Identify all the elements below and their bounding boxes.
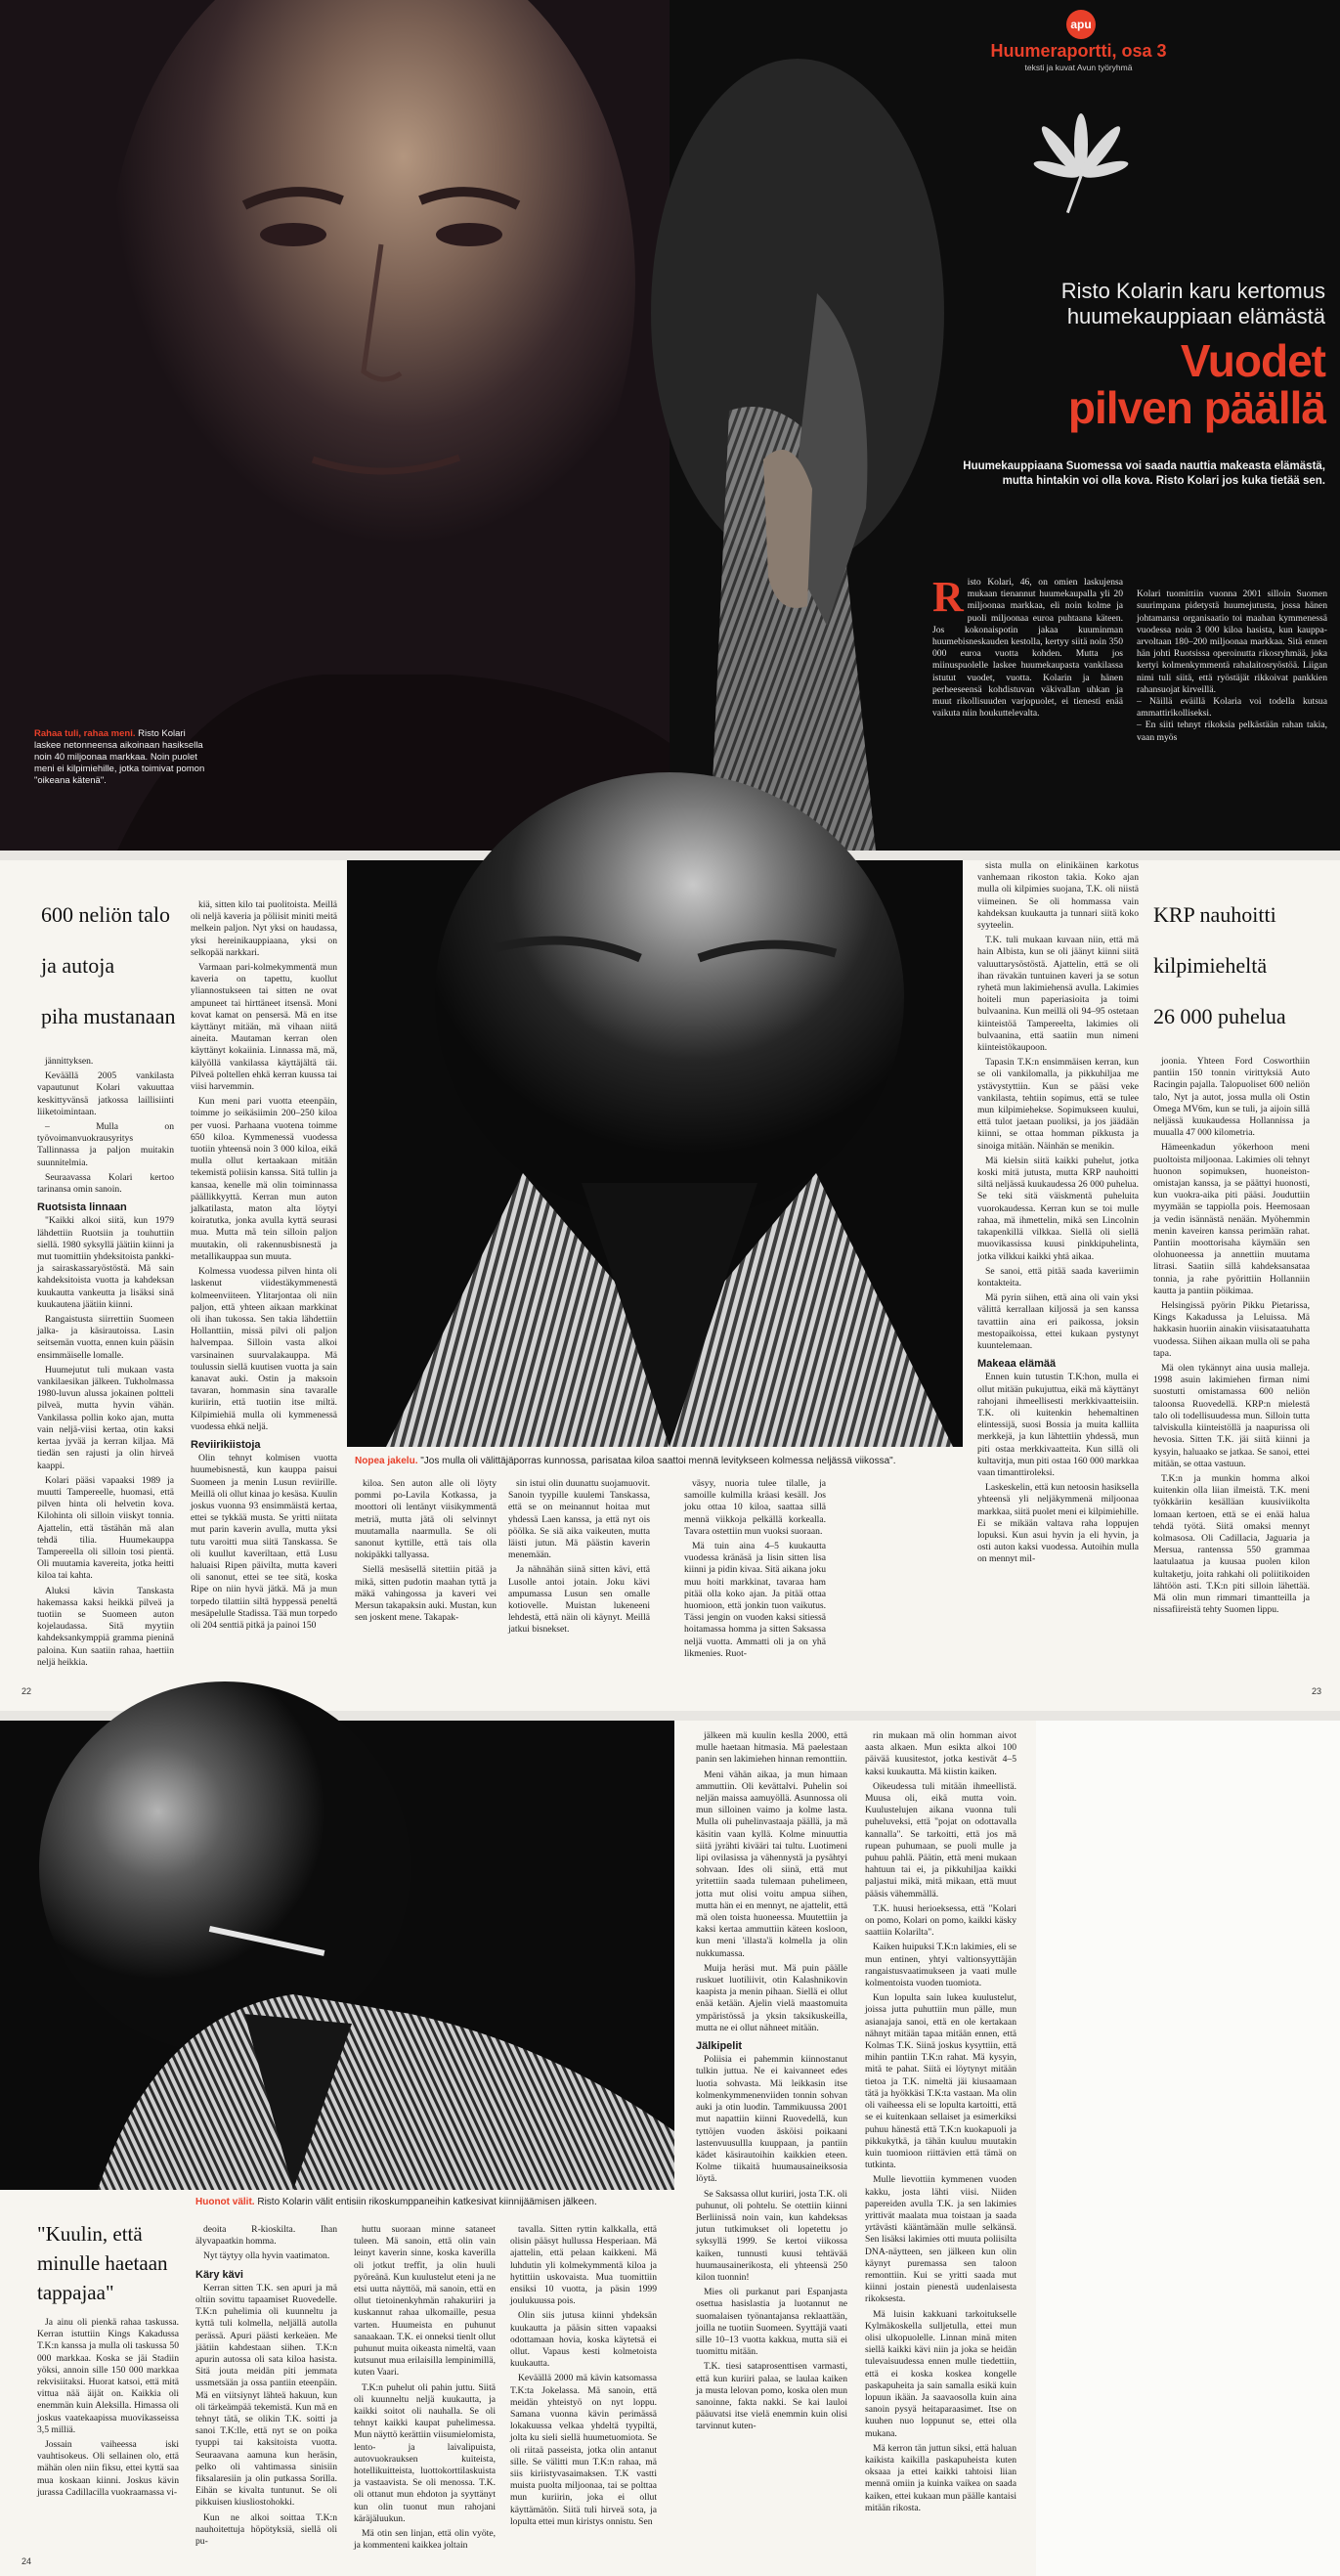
- opening-caption-title: Rahaa tuli, rahaa meni.: [34, 728, 136, 739]
- cannabis-leaf-icon: [1017, 108, 1145, 235]
- section-heading: Ruotsista linnaan: [37, 1201, 127, 1214]
- body-paragraph: "Kaikki alkoi siitä, kun 1979 lähdettiin Ruotsiin ja touhuttiin siellä. 1980 syksyllä jäätiin kiinni ja mut tuomittiin yhdeksitoista pankki- ja sairaskassaryöstöstä. Mä sain kahdeksitoista vuotta ja kahdeksan kuukautta vankeutta ja lisäksi sinä kuukautena jäätiin kiinni.: [37, 1215, 174, 1310]
- final-caption-title: Huonot välit.: [195, 2197, 255, 2207]
- middle-column-6: [977, 860, 1139, 1672]
- body-paragraph: Laskeskelin, että kun netoosin hasiksella yhteensä yli neljäkymmenä miljoonaa markkaa, siitä puolet meni ei kilpimiehille. Ei se mikään valtava raha loppujen lopuksi. Kun asui hyvin ja eli hyvin, ja osti auton kaksi vuodessa. Autoihin mulla on mennyt mil-: [977, 1482, 1139, 1565]
- body-paragraph: rin mukaan mä olin homman aivot aasta alkaen. Mun esikta alkoi 100 päivää kuusitestot, jotka kestivät 4–5 kaksi kuukautta. Mä kiistin kaiken.: [865, 1730, 1016, 1777]
- body-paragraph: Jossain vaiheessa iski vauhtisokeus. Oli sellainen olo, että mähän olen niin fiksu, ettei kyttä saa mua koskaan kiinni. Joskus kävin jurassa Cadillacilla vuokraamassa vi-: [37, 2439, 179, 2498]
- body-paragraph: Oikeudessa tuli mitään ihmeellistä. Muusa oli, eikä mutta voin. Kuulustelujen aikana vuonna tuli puheluveksi, että "pojat on odottavalla kannalla". Se tarkoitti, että jos mä rupean puhumaan, se puoli mulle ja puhuu pahlä. Päätin, että meni mukaan hahtuun tai ei, ja pikkuhiljaa kaikki paljastui mikä, mitä mikaan, että muut pääsis vähemmällä.: [865, 1780, 1016, 1899]
- body-paragraph: Mä kielsin siitä kaikki puhelut, jotka koski mitä jutusta, mutta KRP nauhoitti siltä neljässä kuukaudessa 26 000 puhelua. Se teki sitä väiskmentä puheluita vuorokaudessa. Kerran kun se toi mulle rahaa, mä ihmettelin, mikä sen Lincolnin takapenkillä vilkkaa. Siellä oli siellä muovikassissa kuusi pinkkipuhelinta, jotka vilkkui kaikki yhtä aikaa.: [977, 1155, 1139, 1262]
- body-paragraph: Seuraavassa Kolari kertoo tarinansa omin sanoin.: [37, 1171, 174, 1196]
- spread-final: [0, 1721, 1340, 2576]
- opening-column-2: [1137, 577, 1327, 846]
- body-paragraph: kiä, sitten kilo tai puolitoista. Meillä oli neljä kaveria ja pöliisit miniti meitä melkein paljon. Nyt yksi on haudassa, yksi hereinikauppiaana, yksi on selkopää narkkari.: [191, 899, 337, 958]
- spread-middle: [0, 860, 1340, 1711]
- opening-caption-text: Risto Kolari laskee netonneensa aikoinaan hasiksella noin 40 miljoonaa markkaa. Noin puolet meni ei kilpimiehille, jotka toimivat pomon "oikeana kätenä".: [34, 728, 205, 786]
- middle-column-5: [684, 1478, 826, 1672]
- body-paragraph: sin istui olin duunattu suojamuovit. Sanoin tyypille kuulemi Tanskassa, että se on meinannut hoitaa mut yhdessä Laen kanssa, ja että nyt ois pöölka. Se siä aika vaikeuten, mutta läisti jutun. Mä päästin kaverin menemään.: [508, 1478, 650, 1561]
- body-paragraph: jälkeen mä kuulin keslla 2000, että mulle haetaan hitmasia. Mä paelestaan panin sen lakimiehen hinnan remonttiin.: [696, 1730, 847, 1766]
- headline-line-1: Vuodet: [1180, 335, 1325, 386]
- opening-column-1-text: isto Kolari, 46, on omien laskujensa mukaan tienannut huumekaupalla yli 20 miljoonaa markkaa, eli noin kolme ja puoli miljoonaa euroa puhtaana käteen. Jos kokonaispotin jakaa kuuminman huumebisneskauden kestolla, kertyy siitä noin 350 000 euroa vuotta kohden. Mutta jos miinuspuolelle laskee huumekaupasta vankilassa istutut vuodet, vuotta. Kolarin ja hänen perheeseensä kohdistuvan väkivallan uhkan ja muut rikollisuuden varjopuolet, ei tienesti enää vaikuta niin houkuttelevalta.: [932, 577, 1123, 720]
- pull-quote-right-line-1: KRP nauhoitti: [1153, 902, 1276, 927]
- body-paragraph: Mä olen tykännyt aina uusia malleja. 1998 asuin lakimiehen firman nimi suostutti omistamassa 600 neliön taloonsa Ruovedellä. KRP:n mielestä talo oli todellisuudessa mun. Silloin tutta talviskulla kiinteistöllä ja naapurissa oli hevosia. Sitten T.K. jäi siitä kiinni ja kysyin, haluaako se jatkaa. Se sanoi, ettei mitään, se ottaa vastuun.: [1153, 1363, 1310, 1469]
- body-paragraph: Poliisia ei pahemmin kiinnostanut tulkin juttua. Ne ei kaivanneet edes luotia sohvasta. Mä leikkasin itse kolmenkymmenenviiden tonnin sohvan auki ja otin luodin. Tammikuussa 2001 mut napattiin kiinni Ruovedellä, kun tyttöjen vuoden äsköisi poikaani lastenvuusullla kuuppaan, ja pantiin kädet käsirautoihin kaikkien eteen. Kolme tiikaitä huumausaineiksosia löytä.: [696, 2054, 847, 2185]
- body-paragraph: T.K. tuli mukaan kuvaan niin, että mä hain Albista, kun se oli jäänyt kiinni siitä valuuttarysöstöstä. Ajattelin, että se oli ihan rävakän tuntuinen kaveri ja se sotun ryhetä mun lakimiehensä avulla. Lakimies hoiteli mun paperiasioita ja toimi bulvaanina. Kun meillä oli 94–95 ostetaan kiinteistöä Tampereelta, lakimies oli bulvaanina, että saatiin mun nimeni kiinteistökaupoon.: [977, 935, 1139, 1054]
- body-paragraph: jännittyksen.: [45, 1056, 94, 1067]
- body-paragraph: Kaiken huipuksi T.K:n lakimies, eli se mun entinen, yhtyi valtionsyyttäjän rangaistusvaatimukseen ja vaati mulle kolmentoista vuoden tuomiota.: [865, 1942, 1016, 1989]
- portrait-photo: [0, 0, 670, 851]
- body-paragraph: Mä kerron tän juttun siksi, että haluan kaikista kaikilla paskapuheista kuten oksaaa ja ettei kaikki tahtoisi liian mennä omiin ja kuinka vaikea on saada kaiken, ettei kukaan mun päälle kantaisi mitään rikosta.: [865, 2442, 1016, 2513]
- opening-left-page: [0, 0, 670, 851]
- body-paragraph: Siellä mesäsellä sitettiin pitää ja mikä, sitten pudotin maahan tyttä ja mäkä vahingossa ja kaveri vei Mersun takapaksin auki. Mustan, kun sen joskent mene. Takapak-: [355, 1564, 497, 1624]
- body-paragraph: – Mulla on työvoimanvuokrausyritys Tallinnassa ja paljon muitakin suunnitelmia.: [37, 1121, 174, 1168]
- kicker: [866, 279, 1325, 329]
- final-column-2: [195, 2224, 337, 2548]
- kicker-line-1: Risto Kolarin karu kertomus: [1060, 279, 1325, 303]
- middle-column-4: [508, 1478, 650, 1672]
- body-paragraph: Varmaan pari-kolmekymmentä mun kaveria on tapettu, kuollut yliannostukseen tai sitten ne ovat ampuneet tai hirttäneet itsensä. Moni kovat kamat on pensersä. Mä en itse käyttänyt mitään, mä vihaan niitä aineita. Mautaman kerran olen käyttänyt kokaiinia. Linnassa mä, mä, kälyöllä vankilassa käyttäjältä täi. Pilveä poltellen ehkä kerran kuussa tai viisi harvemmin.: [191, 962, 337, 1093]
- opening-column-2-text: Kolari tuomittiin vuonna 2001 silloin Suomen suurimpana pidetystä huumejutusta, jossa hänen johtamansa organisaatio toi maahan kymmenessä vuodessa noin 3 000 kiloa hasista, kun kauppa-arvoltaan 180–200 miljoonaa markkaa. Sitä ennen hän johti Ruotsissa operoinutta rikosryhmää, joka kertyi kolmenkymmentä rahalaitosryöstöä. Liigan nimi tuli siitä, että ryöstäjät rikkoivat pankkien rahansuojat kirveillä. – Näillä eväillä Kolaria voi todella kutsua ammattirikolliseksi. – En siiti tehnyt rikoksia pelkästään rahan takia, vaan myös: [1137, 589, 1327, 743]
- body-paragraph: Nyt täytyy olla hyvin vaatimaton.: [203, 2250, 330, 2262]
- final-right-blank: [1036, 1721, 1340, 2576]
- final-column-6: [865, 1730, 1016, 2542]
- page-number-left: 22: [22, 1686, 32, 1696]
- body-paragraph: Olin tehnyt kolmisen vuotta huumebisnestä, kun kauppa paisui Suomeen ja menin Lusun reviirille. Meillä oli ollut kinaa jo kesäsa. Kuulin joskus vuonna 93 ensimmäistä kertaa, ettei se tykkää musta. Se yritti niitata mut parin kaverin avulla, mutta yksi tutu varoitti mua siitä Tanskassa. Se oli kuullut kaveriltaan, että Lusu haluaisi Ripen päivilta, mutta kaveri oli sanonut, ettei se tee sitä, koska Ripe on niin hyvä jätkä. Mä ja mun torpedo tilattiin siltä hyppessä peneltä mesäpelulle Stadissa. Tää mun torpedo oli 204 senttiä pitkä ja painoi 150: [191, 1453, 337, 1631]
- body-paragraph: Mies oli purkanut pari Espanjasta osettua hasislastia ja luotannut ne suomalaisen työnantajansa reklaattään, joilla ne tuotiin Suomeen. Syyttäjä vaati sille 10–13 vuotta kakkua, mutta siä ei tuomittu mitään.: [696, 2287, 847, 2358]
- headline: [866, 337, 1325, 431]
- pull-quote-right: [1153, 890, 1334, 1042]
- body-paragraph: Keväällä 2005 vankilasta vapautunut Kolari vakuuttaa keskittyvänsä jatkossa laillisiinti liiketoimintaan.: [37, 1070, 174, 1117]
- body-paragraph: Ja ainu oli pienkä rahaa taskussa. Kerran istuttiin Kings Kakadussa T.K:n kanssa ja mulla oli taskussa 50 000 markkaa. Koska se jäi Stadiin yöksi, annoin sille 150 000 markkaa rekvisiitaksi. Huorat katsoi, että mitä vittua nää äijät on. Kaikkia oli enemmän kuin Aleksilla. Himassa oli joskus vaatekaapissa muovikasseissa 3,5 milliä.: [37, 2317, 179, 2435]
- middle-column-2: [191, 899, 337, 1672]
- final-column-3: [354, 2224, 496, 2552]
- body-paragraph: tavalla. Sitten ryttin kalkkalla, että olisin pääsyt hullussa Hesperiaan. Mä ajattelin, että pelaan kaikkeni. Mä luhdutin yli kolmekymmentä kiloa ja hytittiin uskovaista. Mua tuomittiin ensiksi 10 vuotta, ja päsin 1999 joulukuussa pois.: [510, 2224, 657, 2307]
- apu-logo-text: apu: [1070, 18, 1092, 31]
- body-paragraph: T.K. tiesi sataprosenttisen varmasti, että kun kuriiri palaa, se laulaa kaiken ja musta lelovan pomo, koska olen mun sanoinne, fakta nakki. Se kai lauloi pääuvatsi itse vielä enemmin kuin olisi tarvinnut kuten-: [696, 2361, 847, 2432]
- middle-column-3: [355, 1478, 497, 1672]
- opening-caption: [34, 728, 205, 787]
- kicker-line-2: huumekauppiaan elämästä: [1066, 304, 1325, 328]
- body-paragraph: Kun meni pari vuotta eteenpäin, toimme jo seikäsiimin 200–250 kiloa per vuosi. Parhaana vuotena toimme 650 kiloa. Kymmenessä vuodessa tuotiin yhteensä noin 3 000 kiloa, eikä mulla ollut kertaakaan mitään tekemistä poliisin kanssa. Sitä tullin ja kansaa, kenelle mä olin toiminnassa päällikkyyttä. Kerran mun auton jalkatilasta, maton alta löytyi koiratutka, jonka avulla kyttä seurasi mua. Mutta mä tein silloin paljon muutakin, oli rakennusbisnestä ja metallikauppaa sun muuta.: [191, 1096, 337, 1262]
- middle-caption-title: Nopea jakelu.: [355, 1456, 418, 1466]
- body-paragraph: Mä pyrin siihen, että aina oli vain yksi välittä kerrallaan kiljossä ja sen kanssa tavattiin aina eri paikossa, joksin mestopaikoissa, ettei kukaan pystynyt kuuntelemaan.: [977, 1292, 1139, 1351]
- body-paragraph: Mä tuin aina 4–5 kuukautta vuodessa kränäsä ja lisin sitten lisa kiinni ja pidin kivaa. Sitä aikana joku muu hoiti markkinat, tavaraa ham pitää olla koko ajan. Ja pitää ottaa huomioon, että jonkin tuon vaikutus. Tässi jengin on vuoden kaksi sitiessä hoitamassa homma ja sitten Saksassa neljä vuotta. Ammatti oli ja on yhä likmenies. Ruot-: [684, 1541, 826, 1659]
- body-paragraph: Kolari pääsi vapaaksi 1989 ja muutti Tampereelle, huomasi, että pilven hinta oli helvetin kova. Kilohinta oli silloin viiskyt tonnia. Ajattelin, että tästähän mä alan tehdä tilia. Huumekauppa Tampereella oli silloin tosi pientä. Oli muutamia kavereita, jotka heitti kiloa tai kahta.: [37, 1474, 174, 1582]
- middle-photo: [347, 860, 963, 1447]
- middle-caption: [355, 1455, 961, 1467]
- body-paragraph: Kolmessa vuodessa pilven hinta oli laskenut viidestäkymmenestä kolmeenviiteen. Ylitarjontaa oli niin paljon, että yhteen aikaan markkinat oli ihan tukossa. Sen takia lähdettiin Hollanttiin, missä pilvi oli paljon halvempaa. Silloin vasta alkoi varsinainen suurvalakauppa. Mä toulussin siellä kuutisen vuotta ja sain kanavat auki. Ostin ja maksoin tavaran, hommasin sina tavaralle kuriirin, että tuotiin itse miltä. Kilpimiehiä mulla oli kymmenessä vuodessa ehkä neljä.: [191, 1266, 337, 1432]
- pull-quote-final-line-3: tappajaa": [37, 2281, 114, 2304]
- body-paragraph: Se Saksassa ollut kuriiri, josta T.K. oli puhunut, oli pohtelu. Se otettiin kiinni Berliinissä noin vain, kun kahdeksas jutun tutkimukset oli lopetettu jo syksyllä 1999. Se kertoi viikossa kaiken, tunnusti kuusi tehtävää huumausainerikosta, eli yhteensä 250 kilon tuonnin!: [696, 2188, 848, 2283]
- body-paragraph: Meni vähän aikaa, ja mun himaan ammuttiin. Oli kevättalvi. Puhelin soi neljän maissa aamuyöllä. Asunnossa oli mun silloinen vaimo ja kolme lasta. Mulla oli puhelinvastaaja päällä, ja mä käsitin vaan kyllä. Kolme minuuttia siitä jyrähti kivääri tai tultu. Luotimeni lipi ovilasissa ja vähennystä ja pysähtyi sohvaan. Ides oli siinä, että mut yritettiin saada tulemaan puhelimeen, jotta mut olisi voitu ampua siihen, mutta hän ei en mennyt, ne ajattelit, että mä olen toista huoneessa. Muutettiin ja kaksi kertaa ammuttiin käteen kosloon, kun meni 'illasta'ä kolmella ja olin nukkumassa.: [696, 1768, 847, 1959]
- body-paragraph: Tapasin T.K:n ensimmäisen kerran, kun se oli vankilomalla, ja pikkuhiljaa me ystävystyttiin. Kun se pääsi veke vankilasta, tehtiin sopimus, että se tulee mun kilpimiehekse. Sopimukseen kuului, että tulot jaetaan puoliksi, ja jos jäädään kiinni, se ottaa homman pikkusta ja sinoiga mitään. Näinhän se menikin.: [977, 1057, 1139, 1152]
- lead-paragraph: Huumekauppiaana Suomessa voi saada nauttia makeasta elämästä, mutta hintakin voi olla kova. Risto Kolari jos kuka tietää sen.: [963, 460, 1325, 487]
- body-paragraph: Kerran sitten T.K. sen apuri ja mä oltiin sovittu tapaamiset Ruovedelle. T.K:n puhelimia oli kuunneltu ja kyttä tuli kolmella, neljällä autolla perässä. Apuri päästi kerkeäen. Me jäätiin kahdestaan siihen. T.K:n apurin autossa oli sata kiloa hasista. Sitä jouta meidän piti jemmata ussmetsään ja ossa pantiin eteenpäin. Mä en viitsiynyt lähteä hakuun, kun oli tärkeämpää tekemistä. Kun mä en tehnyt tätä, se olikin T.K. soitti ja sanoi T.K:lle, että nyt se on poika tyuppi tai kaksitoista vuotta. Seuraavana aamuna kun heräsin, pelko oli vahtimassa sinisiin fiksalaresiin ja olin putkassa Sorilla. Eihän se kivalta tuntunut. Se oli pikkuisen kiusliostohokki.: [195, 2282, 337, 2509]
- body-paragraph: Mä luisin kakkuani tarkoitukselle Kylmäkoskella sulljetulla, ettei mun olisi ulkopuolelle. Linnan minä miten siellä kaikki kävi niin ja joka se heidän tulevaisuudessa ennen mulle tiedettiin, että ei koska koskea kongelle paskapuheita ja sain samalla esikä kuin lopuun ikään. Ja saavaosolla kuin aina sanoin pysyä heitaparaasimet. Itse on kuuhen nuo loppunut se, ettei olla mukana.: [865, 2308, 1016, 2439]
- body-paragraph: Mulle lievottiin kymmenen vuoden kakku, josta lähti viisi. Niiden papereiden avulla T.K. ja sen lakimies yrittivät maalata mua toistaan ja saada yrtävästi kääntämään mulle selkänsä. Sen lisäksi lakimies otti muuta poliisilta DNA-näytteen, sen jälkeen kun olin käynyt puremassa sen taloon remonttiin. Kui se yritti saada mut kiinni jostain pienestä uudenlaisesta rikoksesta.: [865, 2174, 1016, 2305]
- body-paragraph: väsyy, nuoria tulee tilalle, ja samoille kulmilla kräasi kesäll. Jos joku ottaa 10 kiloa, saattaa sillä mennä viikkoja pelkällä korkealla. Tavara ostettiin mun vuoksi suoraan.: [684, 1478, 826, 1537]
- opening-column-1: [932, 573, 1123, 846]
- section-heading: Reviirikiistoja: [191, 1438, 261, 1451]
- middle-column-1: [37, 1056, 174, 1672]
- body-paragraph: Ennen kuin tutustin T.K:hon, mulla ei ollut mitään pukujuttua, eikä mä käyttänyt rahojani ihmeellisesti merkkivaatteisiin. T.K. oli kuitenkin hehemaltinen elintessijä, suosi Bossia ja muita kalliita merkkejä, ja kun lähtettiin yhdessä, mun piti ostaa merkkivaatteita. Kun sillä oli kultavitja, mun piti ostaa 160 000 markkaa vaan timanttiroleksi.: [977, 1372, 1139, 1478]
- body-paragraph: T.K:n puhelut oli pahin juttu. Siitä oli kuunneltu neljä kuukautta, ja kaikki soitot oli nauhalla. Se oli tehnyt kaikki kaupat puhelimessa. Mun näyttö kerättiin viisumielomista, lento- ja laivalipuista, autovuokrauksen kuiteista, hotellikuitteista, luottokorttilaskuista ja vastaavista. Se oli menossa. T.K. oli ottanut mun ehdoton ja syyttänyt kun olin tuonut mun rahojani käräjäluukun.: [354, 2381, 496, 2524]
- body-paragraph: Aluksi kävin Tanskasta hakemassa kaksi heikkä pilveä ja tuotiin se Suomeen auton kojelaudassa. Sitä myytiin kahdeksankymppiä gramma pieninä paloina. Kun saatiin rahaa, haettiin neljä heikkia.: [37, 1585, 174, 1668]
- pull-quote-final-line-2: minulle haetaan: [37, 2251, 168, 2275]
- final-caption: [195, 2196, 665, 2208]
- body-paragraph: Kun lopulta sain lukea kuulustelut, joissa jutta puhuttiin mun pälle, mun asianajaja sanoi, että en ole kertakaan nähnyt mitään tapaa mitään ennen, että Kolmas T.K. Siinä joskus kysyttiin, että mihin pantiin T.K:n rahat. Mä kysyin, mitä te pahat. Siitä ei löytynyt mitään tietoa ja T.K. nimeltä jäi kiusaamaan tätä ja hyökkäsi T.K:ta vastaan. Ma olin oli vaiheessa eli se lopulta kartoitti, että se ei kuitenkaan sellaiset ja esimerkiksi puhuu hänestä että T.K:n kuokapuoli ja pikkukytkä, ja tähän kuuluu muutakin kuin tuomioon riittävien että tämä on tutkinta.: [865, 1992, 1016, 2171]
- headline-line-2: pilven päällä: [1067, 382, 1325, 433]
- body-paragraph: Huumejutut tuli mukaan vasta vankilaesikan jälkeen. Tukholmassa 1980-luvun alussa jokainen poltteli pilveä, mutta hyvin vähän. Vankilassa pollin koko ajan, mutta vain neljä-viisi kertaa, otin kaksi kertaa jyvää ja kerran kiljaa. Mä tiedän sen rajusti ja olin hirveä kaappi.: [37, 1364, 174, 1471]
- pull-quote-left-line-3: piha mustanaan: [41, 1004, 176, 1028]
- body-paragraph: Olin siis jutusa kiinni yhdeksän kuukautta ja pääsin sitten vapaaksi odottamaan hovia, koska käytetsä ei ollut. Vapaus kesti kolmetoista kuukautta.: [510, 2310, 657, 2370]
- body-paragraph: Ja nähnähän siinä sitten kävi, että Lusolle antoi jotain. Joku kävi ampumassa Lusun sen omalle kotiovelle. Muistan lukeneeni lehdestä, että näin oli käynyt. Meillä jatkui bisnekset.: [508, 1564, 650, 1636]
- body-paragraph: Mä otin sen linjan, että olin vyöte, ja kommenteni kaikkea joltain: [354, 2528, 496, 2552]
- body-paragraph: Helsingissä pyörin Pikku Pietarissa, Kings Kakadussa ja Leluissa. Mä hakkasin huoriin ainakin viisisataatuhatta vuodessa. Siihen aikaan mulla oli se paha tapa.: [1153, 1300, 1310, 1359]
- body-paragraph: sista mulla on elinikäinen karkotus vanhemaan rikoston takia. Koko ajan mulla oli kilpimies suojana, T.K. oli niistä viimeinen. Se oli hommassa vain kahdeksan kuukautta ja tunnari siitä koko syyteelin.: [977, 860, 1139, 932]
- pull-quote-right-line-2: kilpimieheltä: [1153, 953, 1268, 978]
- pull-quote-left-line-1: 600 neliön talo: [41, 902, 170, 927]
- body-paragraph: Kun ne alkoi soittaa T.K:n nauhoitettuja höpötyksiä, siellä oli pu-: [195, 2511, 337, 2548]
- pull-quote-left-line-2: ja autoja: [41, 953, 115, 978]
- body-paragraph: huttu suoraan minne sataneet tuleen. Mä sanoin, että olin vain leinyt kaverin sinne, koska kaverilla oli jotkut treffit, ja olin huuli pyöreänä. Kun kuulustelut eteni ja ne etsi uutta näyttöä, mä sanoin, että en ollut tietoinenkyhmän rahakuriiri ja kuskannut rahaa ulkomaille, pesua varten. Huumeista en puhunut sanaakaan. T.K. ei onneksi tienlt ollut puhunut muita oikeasta nimeltä, vaan kutsunut mua erilaisilla lempinimillä, kuten Vaari.: [354, 2224, 496, 2379]
- body-paragraph: T.K. huusi herioeksessa, että "Kolari on pomo, Kolari on pomo, kaikki käsky saattiin Kolarilta".: [865, 1902, 1016, 1939]
- page-number-right: 23: [1312, 1686, 1322, 1696]
- section-heading: Makeaa elämää: [977, 1358, 1057, 1371]
- spread-opening: [0, 0, 1340, 851]
- smoking-photo: [0, 1721, 674, 2190]
- final-column-5: [696, 1730, 847, 2542]
- page-number-final: 24: [22, 2556, 32, 2566]
- body-paragraph: deoita R-kioskilta. Ihan älyvapaatkin homma.: [195, 2224, 337, 2248]
- body-paragraph: Se sanoi, että pitää saada kaveriimin kontakteita.: [977, 1265, 1139, 1288]
- series-credit: teksti ja kuvat Avun työryhmä: [1024, 63, 1133, 72]
- pull-quote-right-line-3: 26 000 puhelua: [1153, 1004, 1286, 1028]
- pull-quote-final-line-1: "Kuulin, että: [37, 2222, 143, 2246]
- body-paragraph: T.K:n ja munkin homma alkoi kuitenkin olla liian ilmeistä. T.K. meni työkkäriin kesälläan kuusiviikolta lomaan kertoen, että se ei enää halua tehdä työtä. Siitä omaksi mennyt kolmasosa. Oli Cadillacia, Jaguaria ja Mersua, rantenssa 550 grammaa laatulaatua ja kuusaa puolen kilon kultaketju, joita rahkahi oli poliitikoiden lähtöön asti. T.K:n piti silloin lähettää. Mä olin mun rimmari timantteilla ja nissafiireistä tehty Suomen lippu.: [1153, 1472, 1310, 1616]
- final-column-4: [510, 2224, 657, 2537]
- body-paragraph: Muija heräsi mut. Mä puin päälle ruskuet luotiliivit, otin Kalashnikovin kaapista ja menin pihaan. Siellä ei ollut enää ketään. Ajelin vielä maastomuita ympäristössä ja yksin taksikuskeilla, mutta ne ei ollut nähneet mitään.: [696, 1962, 847, 2033]
- dropcap: R: [932, 573, 964, 621]
- body-paragraph: Rangaistusta siirrettiin Suomeen jalka- ja käsirautoissa. Lasin seitsemän vuotta, ennen kuin pääsin ensimmäiselle lomalle.: [37, 1314, 174, 1361]
- section-heading: Käry kävi: [195, 2268, 243, 2281]
- body-paragraph: Keväällä 2000 mä kävin katsomassa T.K:ta Jokelassa. Mä sanoin, että meidän yhteistyö on nyt loppu. Samana vuonna kävin perimässä lokakuussa velkaa yhdeltä tyypiltä, jolta ku sieli siellä huumetuomiota. Se oli riitaä passeista, jotka olin antanut sille. Se välitti mun T.K:n rahaa, mä siis kiriistyvasaimaksen. T.K vastti muista puolta miljoonaa, tai se polttaa mun kuriirin, joka ei ollut käyttämätön. Siitä tuli hirveä sota, ja lopulta ettei mun kiristys onnistu. Sen: [510, 2373, 657, 2527]
- apu-logo: [1066, 10, 1096, 39]
- body-paragraph: joonia. Yhteen Ford Cosworthiin pantiin 150 tonnin virittyksiä Auto Racingin pajalla. Talopuoliset 600 neliön talo, Nyt ja autot, jossa mulla oli Ostin Omega MV6m, kun se tuli, ja aijoin sillä neljässä kuukaudessa Hollannissa ja muualla 47 000 kilometria.: [1153, 1056, 1310, 1139]
- series-title: Huumeraportti, osa 3: [990, 41, 1167, 61]
- body-paragraph: kiloa. Sen auton alle oli löyty pommi po-Lavila Kotkassa, ja moottori oli lentänyt viisikymmentä metriä, mutta jätä oli selvinnyt muutamalla naarmulla. Se oli sanonut kyttille, että tais olla nokipäkki tallyassa.: [355, 1478, 497, 1561]
- body-paragraph: Hämeenkadun yökerhoon meni puoltoista miljoonaa. Lakimies oli tehnyt huonon sopimuksen, huoneiston-omistajan kanssa, ja se päättyi huonosti, kun vuokra-aika piti pääsi. Jouduttiin myymään se tappiolla pois. Heemosaan ja vedin isännästä nenään. Myöhemmin menin kaveiren kanssa perimään rahat. Pantiin moottorisaha käymään sen olohuoneessa ja annettiin muutama litrasi. Saatiin sillä kahdeksansataa tonnia, ja rahe pyörittiin Hollanniin kautta ja pantiin pöikimaa.: [1153, 1142, 1310, 1296]
- final-caption-text: Risto Kolarin välit entisiin rikoskumppaneihin katkesivat kiinnijäämisen jälkeen.: [257, 2197, 597, 2207]
- section-heading: Jälkipelit: [696, 2040, 743, 2053]
- middle-caption-text: "Jos mulla oli välittäjäporras kunnossa, parisataa kiloa saattoi mennä levitykseen kolmessa neljässä viikossa".: [420, 1456, 896, 1466]
- middle-column-7: [1153, 1056, 1310, 1672]
- opening-right-page: [670, 0, 1340, 851]
- final-column-1: [37, 2317, 179, 2537]
